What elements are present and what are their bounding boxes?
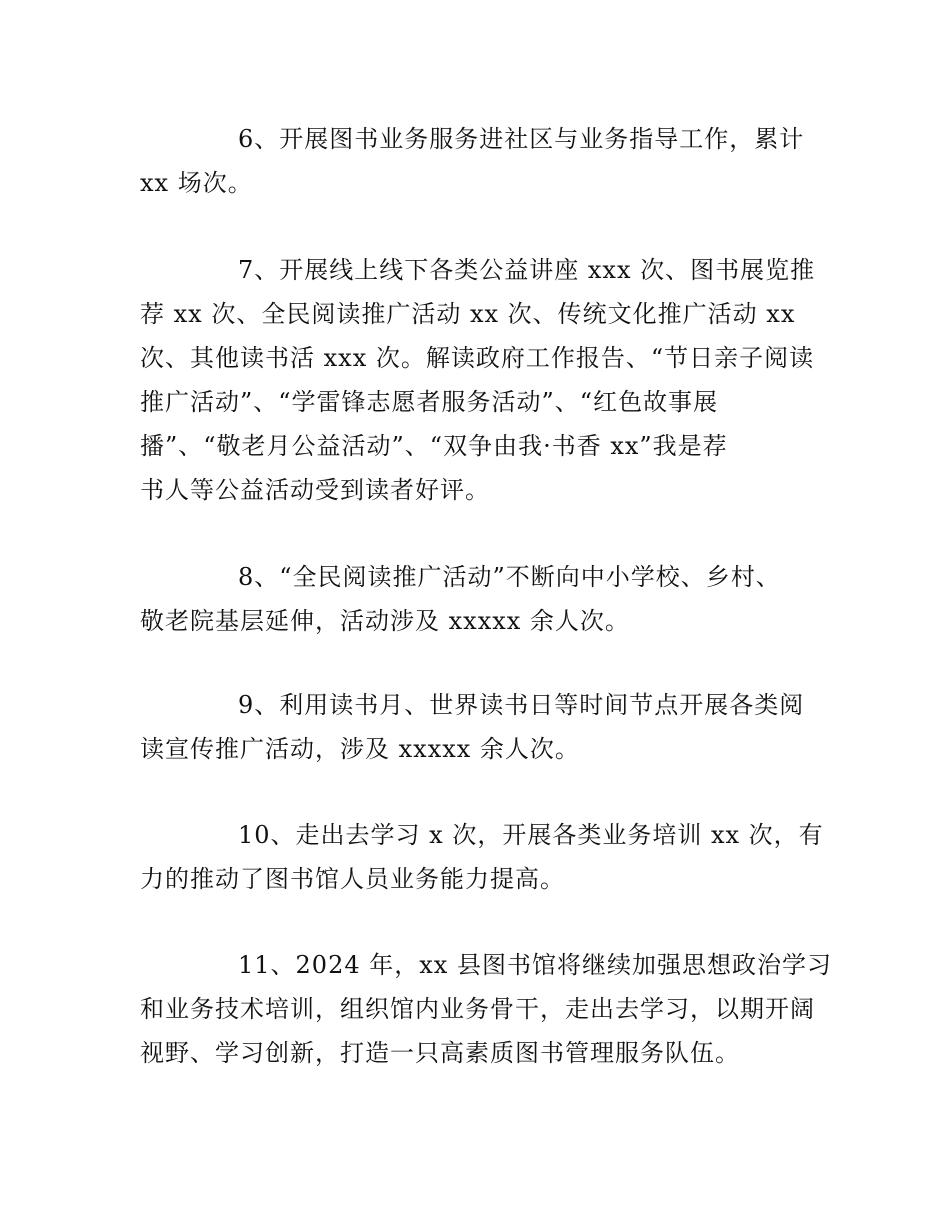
paragraph-line: 推广活动”、“学雷锋志愿者服务活动”、“红色故事展 — [140, 388, 719, 416]
paragraph-line: 次、其他读书活 xxx 次。解读政府工作报告、“节日亲子阅读 — [140, 344, 815, 372]
paragraph-line: xx 场次。 — [140, 169, 253, 197]
paragraph-line: 力的推动了图书馆人员业务能力提高。 — [140, 865, 565, 893]
paragraph-line: 6、开展图书业务服务进社区与业务指导工作，累计 — [238, 125, 805, 153]
paragraph-line: 和业务技术培训，组织馆内业务骨干，走出去学习，以期开阔 — [140, 995, 815, 1023]
paragraph-line: 播”、“敬老月公益活动”、“双争由我·书香 xx”我是荐 — [140, 432, 728, 460]
paragraph-line: 9、利用读书月、世界读书日等时间节点开展各类阅 — [238, 691, 805, 719]
paragraph-line: 荐 xx 次、全民阅读推广活动 xx 次、传统文化推广活动 xx — [140, 300, 796, 328]
paragraph-line: 视野、学习创新，打造一只高素质图书管理服务队伍。 — [140, 1039, 740, 1067]
paragraph-line: 书人等公益活动受到读者好评。 — [140, 476, 490, 504]
paragraph-line: 11、2024 年，xx 县图书馆将继续加强思想政治学习 — [238, 951, 832, 979]
paragraph-line: 读宣传推广活动，涉及 xxxxx 余人次。 — [140, 735, 580, 763]
paragraph-line: 8、“全民阅读推广活动”不断向中小学校、乡村、 — [238, 563, 781, 591]
paragraph-line: 7、开展线上线下各类公益讲座 xxx 次、图书展览推 — [238, 256, 816, 284]
paragraph-line: 敬老院基层延伸，活动涉及 xxxxx 余人次。 — [140, 607, 630, 635]
paragraph-line: 10、走出去学习 x 次，开展各类业务培训 xx 次，有 — [238, 821, 824, 849]
